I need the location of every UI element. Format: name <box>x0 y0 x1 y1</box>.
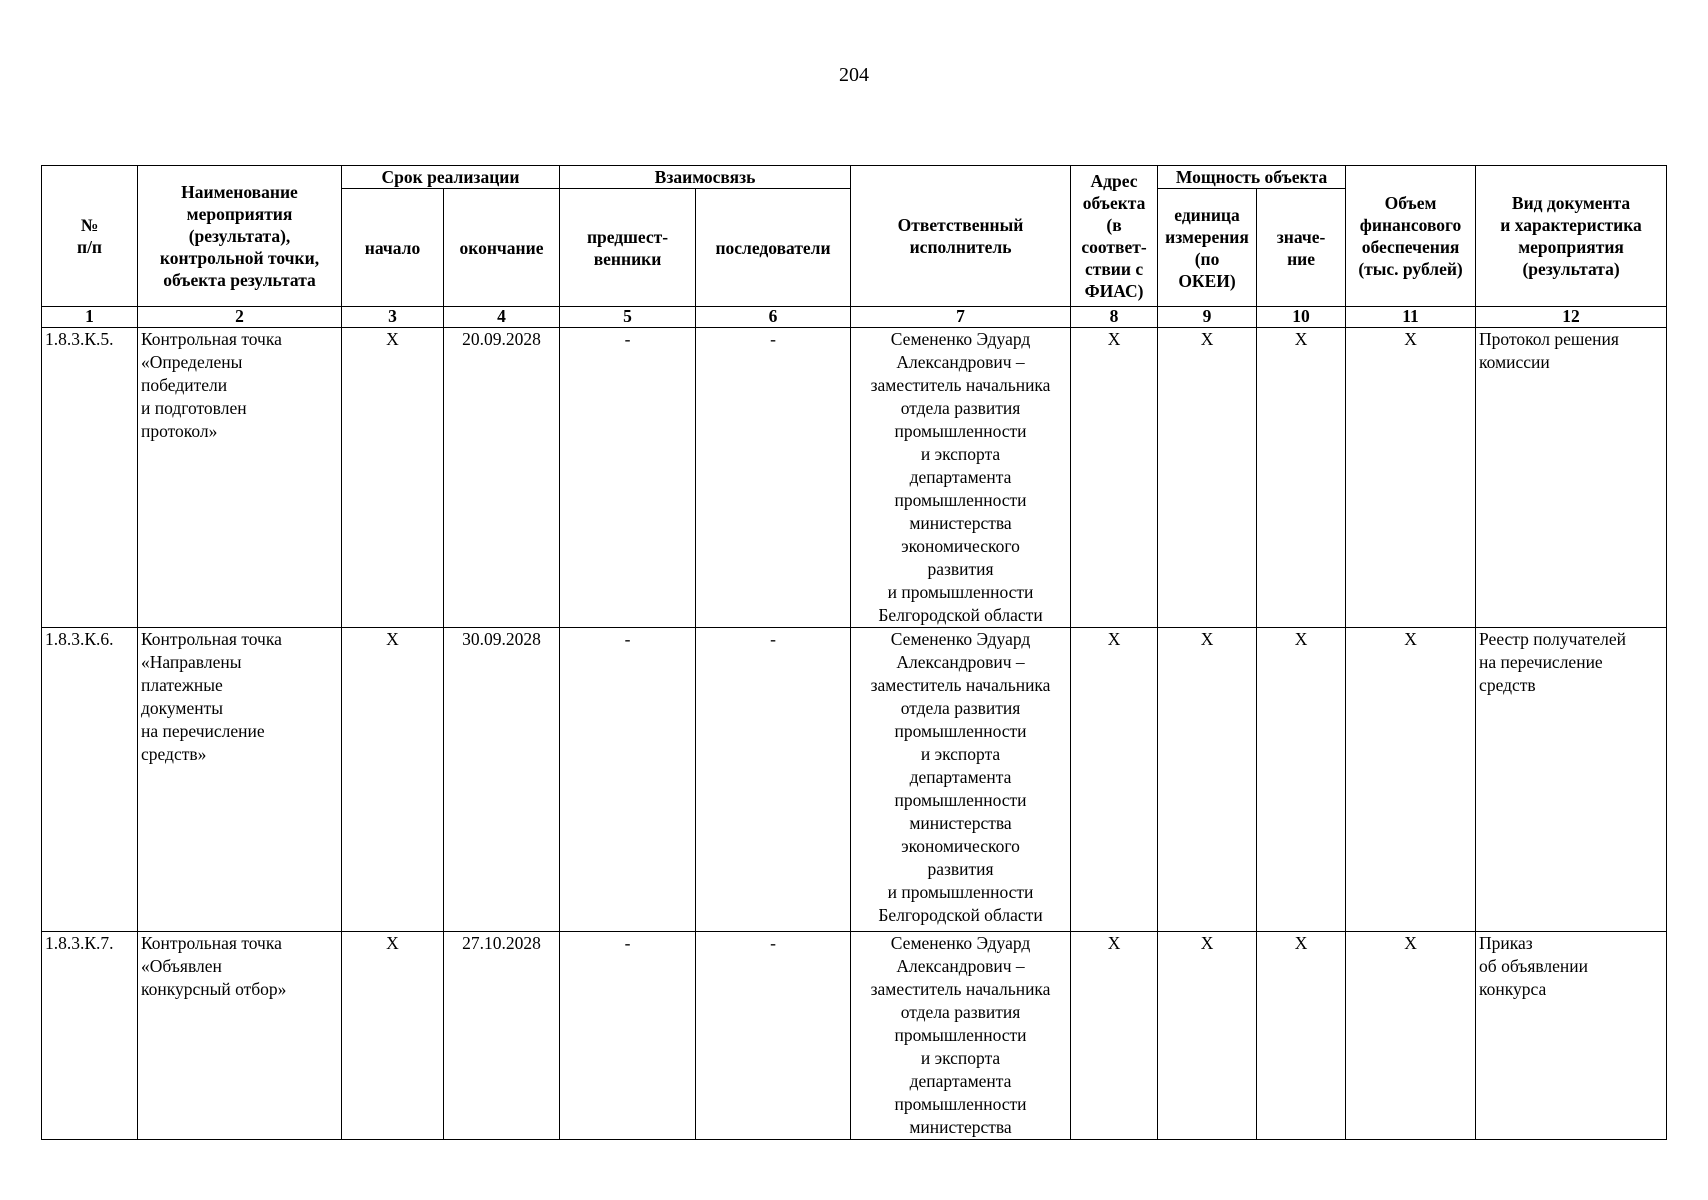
header-responsible: Ответственный исполнитель <box>851 166 1071 307</box>
header-finance: Объем финансового обеспечения (тыс. рублей) <box>1346 166 1476 307</box>
row-unit: Х <box>1158 328 1257 628</box>
row-value: Х <box>1257 328 1346 628</box>
row-address: Х <box>1071 328 1158 628</box>
row-code: 1.8.3.К.6. <box>42 628 138 932</box>
column-number: 7 <box>851 307 1071 328</box>
column-number: 10 <box>1257 307 1346 328</box>
header-doc: Вид документа и характеристика мероприятия (результата) <box>1476 166 1667 307</box>
row-start: Х <box>342 932 444 1140</box>
row-end: 20.09.2028 <box>444 328 560 628</box>
row-start: Х <box>342 628 444 932</box>
row-successors: - <box>696 628 851 932</box>
column-number: 3 <box>342 307 444 328</box>
row-doc: Протокол решения комиссии <box>1476 328 1667 628</box>
row-responsible: Семененко Эдуард Александрович – заместитель начальника отдела развития промышленности и экспорта департамента промышленности министерства экономического развития и промышленности Белгородской области <box>851 328 1071 628</box>
header-relation: Взаимосвязь <box>560 166 851 189</box>
table-row <box>42 628 1667 932</box>
row-finance: Х <box>1346 328 1476 628</box>
header-term: Срок реализации <box>342 166 560 189</box>
header-capacity: Мощность объекта <box>1158 166 1346 189</box>
column-number-row <box>42 307 1667 328</box>
row-responsible: Семененко Эдуард Александрович – заместитель начальника отдела развития промышленности и экспорта департамента промышленности министерства <box>851 932 1071 1140</box>
row-value: Х <box>1257 628 1346 932</box>
row-address: Х <box>1071 932 1158 1140</box>
column-number: 11 <box>1346 307 1476 328</box>
row-finance: Х <box>1346 932 1476 1140</box>
header-value: значе- ние <box>1257 189 1346 307</box>
row-predecessors: - <box>560 328 696 628</box>
header-unit: единица измерения (по ОКЕИ) <box>1158 189 1257 307</box>
row-doc: Приказ об объявлении конкурса <box>1476 932 1667 1140</box>
row-end: 27.10.2028 <box>444 932 560 1140</box>
plan-table <box>41 165 1667 1140</box>
row-name: Контрольная точка «Определены победители и подготовлен протокол» <box>138 328 342 628</box>
row-value: Х <box>1257 932 1346 1140</box>
header-name: Наименование мероприятия (результата), контрольной точки, объекта результата <box>138 166 342 307</box>
row-name: Контрольная точка «Объявлен конкурсный отбор» <box>138 932 342 1140</box>
column-number: 12 <box>1476 307 1667 328</box>
row-predecessors: - <box>560 628 696 932</box>
header-no: № п/п <box>42 166 138 307</box>
row-address: Х <box>1071 628 1158 932</box>
header-address: Адрес объекта (в соответ- ствии с ФИАС) <box>1071 166 1158 307</box>
table-row <box>42 932 1667 1140</box>
header-start: начало <box>342 189 444 307</box>
header-successors: последователи <box>696 189 851 307</box>
row-successors: - <box>696 328 851 628</box>
header-end: окончание <box>444 189 560 307</box>
row-end: 30.09.2028 <box>444 628 560 932</box>
row-finance: Х <box>1346 628 1476 932</box>
row-name: Контрольная точка «Направлены платежные документы на перечисление средств» <box>138 628 342 932</box>
row-start: Х <box>342 328 444 628</box>
row-unit: Х <box>1158 628 1257 932</box>
row-code: 1.8.3.К.7. <box>42 932 138 1140</box>
column-number: 6 <box>696 307 851 328</box>
column-number: 1 <box>42 307 138 328</box>
page-number: 204 <box>839 64 869 86</box>
row-responsible: Семененко Эдуард Александрович – заместитель начальника отдела развития промышленности и экспорта департамента промышленности министерства экономического развития и промышленности Белгородской области <box>851 628 1071 932</box>
column-number: 5 <box>560 307 696 328</box>
column-number: 2 <box>138 307 342 328</box>
header-row-group <box>42 166 1667 189</box>
row-predecessors: - <box>560 932 696 1140</box>
column-number: 8 <box>1071 307 1158 328</box>
column-number: 9 <box>1158 307 1257 328</box>
row-doc: Реестр получателей на перечисление средств <box>1476 628 1667 932</box>
row-code: 1.8.3.К.5. <box>42 328 138 628</box>
row-successors: - <box>696 932 851 1140</box>
row-unit: Х <box>1158 932 1257 1140</box>
header-predecessors: предшест- венники <box>560 189 696 307</box>
table-row <box>42 328 1667 628</box>
column-number: 4 <box>444 307 560 328</box>
